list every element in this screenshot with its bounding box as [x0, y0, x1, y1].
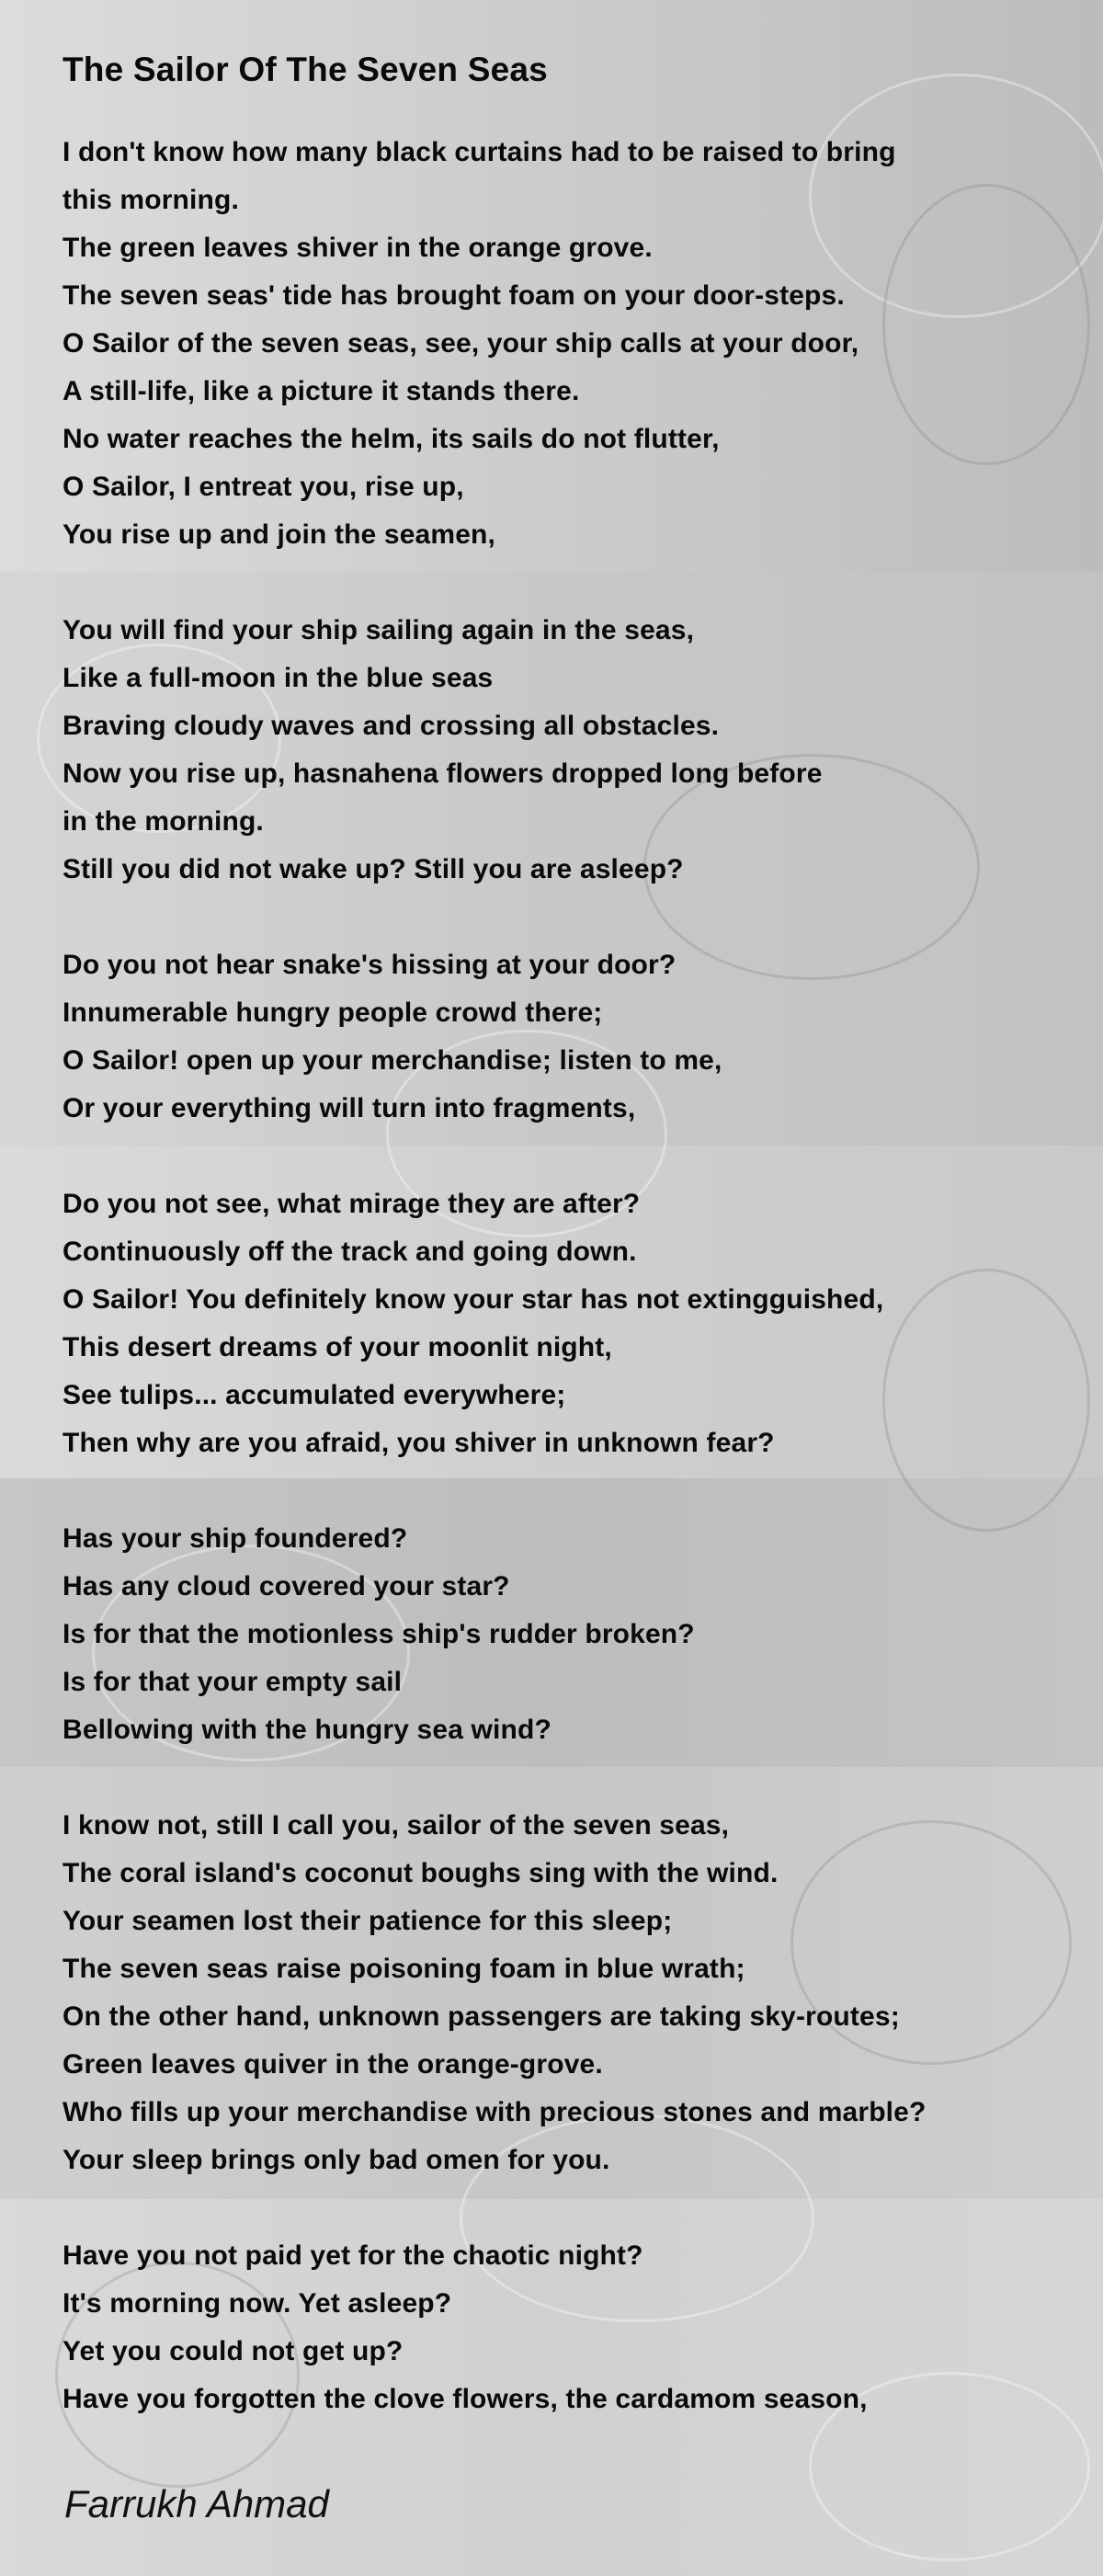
poem-stanza — [63, 607, 1064, 894]
poem-line: Is for that your empty sail — [63, 1667, 403, 1697]
poem-line: O Sailor! open up your merchandise; listen to me, — [63, 1045, 722, 1076]
poem-line: Innumerable hungry people crowd there; — [63, 997, 603, 1028]
poem-stanza — [63, 941, 1064, 1133]
poem-line: Like a full-moon in the blue seas — [63, 663, 494, 693]
poem-line: Has any cloud covered your star? — [63, 1571, 510, 1601]
poem-line: No water reaches the helm, its sails do not flutter, — [63, 424, 720, 454]
poem-line: in the morning. — [63, 806, 264, 837]
poem-author: Farrukh Ahmad — [64, 2482, 329, 2525]
poem-line: Do you not see, what mirage they are after? — [63, 1189, 641, 1219]
poem-line: Braving cloudy waves and crossing all obstacles. — [63, 711, 720, 741]
poem-line: Your sleep brings only bad omen for you. — [63, 2145, 610, 2175]
poem-line: Green leaves quiver in the orange-grove. — [63, 2049, 603, 2080]
poem-title: The Sailor Of The Seven Seas — [63, 51, 548, 88]
poem-line: Or your everything will turn into fragments, — [63, 1093, 636, 1123]
poem-stanza — [63, 2232, 1064, 2423]
poem-line: See tulips... accumulated everywhere; — [63, 1380, 566, 1410]
poem-line: O Sailor! You definitely know your star has not extingguished, — [63, 1284, 884, 1315]
poem-content — [63, 42, 1064, 2471]
poem-stanza — [63, 129, 1064, 559]
poem-line: this morning. — [63, 185, 239, 215]
poem-line: The seven seas raise poisoning foam in blue wrath; — [63, 1954, 745, 1984]
poem-line: Still you did not wake up? Still you are asleep? — [63, 854, 684, 884]
poem-line: A still-life, like a picture it stands there. — [63, 376, 580, 406]
poem-line: Continuously off the track and going down. — [63, 1237, 637, 1267]
poem-stanza — [63, 1802, 1064, 2184]
poem-line: O Sailor of the seven seas, see, your ship calls at your door, — [63, 328, 859, 359]
poem-line: Who fills up your merchandise with precious stones and marble? — [63, 2097, 927, 2127]
poem-line: I don't know how many black curtains had to be raised to bring — [63, 137, 896, 167]
poem-line: Have you not paid yet for the chaotic night? — [63, 2240, 643, 2271]
poem-line: You rise up and join the seamen, — [63, 519, 496, 550]
poem-stanza — [63, 1515, 1064, 1754]
poem-line: On the other hand, unknown passengers are taking sky-routes; — [63, 2001, 900, 2032]
poem-line: This desert dreams of your moonlit night, — [63, 1332, 612, 1362]
poem-line: Yet you could not get up? — [63, 2336, 404, 2366]
poem-line: Have you forgotten the clove flowers, the cardamom season, — [63, 2384, 868, 2414]
poem-line: Has your ship foundered? — [63, 1523, 408, 1554]
poem-stanza — [63, 1180, 1064, 1467]
poem-line: You will find your ship sailing again in the seas, — [63, 615, 695, 645]
poem-line: O Sailor, I entreat you, rise up, — [63, 472, 464, 502]
poem-line: Bellowing with the hungry sea wind? — [63, 1715, 552, 1745]
poem-line: Do you not hear snake's hissing at your door? — [63, 950, 677, 980]
poem-line: Then why are you afraid, you shiver in unknown fear? — [63, 1428, 775, 1458]
poem-line: Now you rise up, hasnahena flowers dropped long before — [63, 758, 823, 789]
poem-line: The seven seas' tide has brought foam on your door-steps. — [63, 280, 845, 311]
poem-body — [63, 129, 1064, 2423]
poem-line: The coral island's coconut boughs sing with the wind. — [63, 1858, 779, 1888]
poem-line: The green leaves shiver in the orange grove. — [63, 233, 653, 263]
poem-line: Is for that the motionless ship's rudder broken? — [63, 1619, 695, 1649]
poem-line: Your seamen lost their patience for this sleep; — [63, 1906, 673, 1936]
poem-line: I know not, still I call you, sailor of the seven seas, — [63, 1810, 730, 1841]
poem-line: It's morning now. Yet asleep? — [63, 2288, 452, 2319]
